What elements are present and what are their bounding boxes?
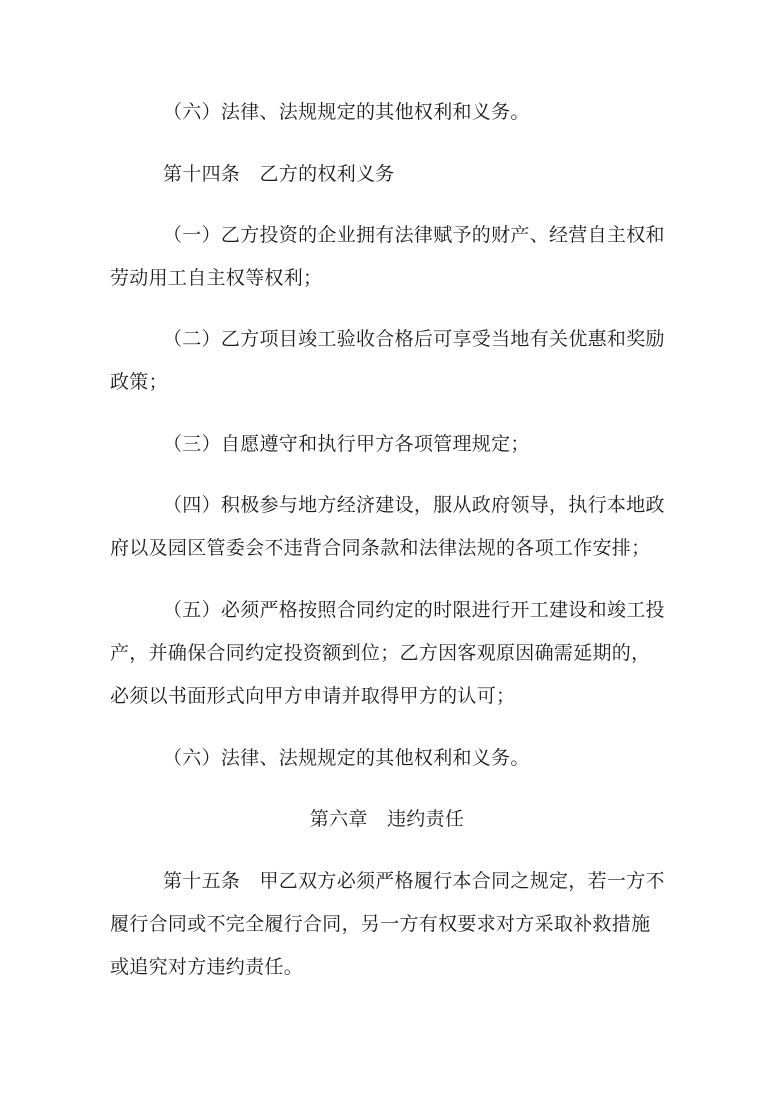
paragraph-line: 第十五条 甲乙双方必须严格履行本合同之规定，若一方不 [163,870,665,892]
paragraph-line: 产，并确保合同约定投资额到位；乙方因客观原因确需延期的， [110,642,651,664]
paragraph-line: 履行合同或不完全履行合同，另一方有权要求对方采取补救措施 [110,913,651,935]
paragraph-line: （五）必须严格按照合同约定的时限进行开工建设和竣工投 [163,599,665,621]
paragraph-line: 必须以书面形式向甲方申请并取得甲方的认可； [110,685,516,707]
chapter-heading: 第六章 违约责任 [309,808,465,830]
paragraph-line: 或追究对方违约责任。 [110,956,304,978]
paragraph-line: 政策； [110,371,168,393]
paragraph-line: （六）法律、法规规定的其他权利和义务。 [163,101,530,123]
paragraph-line: （一）乙方投资的企业拥有法律赋予的财产、经营自主权和 [163,224,665,246]
paragraph-line: （六）法律、法规规定的其他权利和义务。 [163,747,530,769]
paragraph-line: （二）乙方项目竣工验收合格后可享受当地有关优惠和奖励 [163,328,665,350]
paragraph-line: 劳动用工自主权等权利； [110,267,323,289]
paragraph-line: （三）自愿遵守和执行甲方各项管理规定； [163,433,530,455]
paragraph-line: （四）积极参与地方经济建设，服从政府领导，执行本地政 [163,494,665,516]
article-heading: 第十四条 乙方的权利义务 [163,163,395,185]
paragraph-line: 府以及园区管委会不违背合同条款和法律法规的各项工作安排； [110,537,651,559]
